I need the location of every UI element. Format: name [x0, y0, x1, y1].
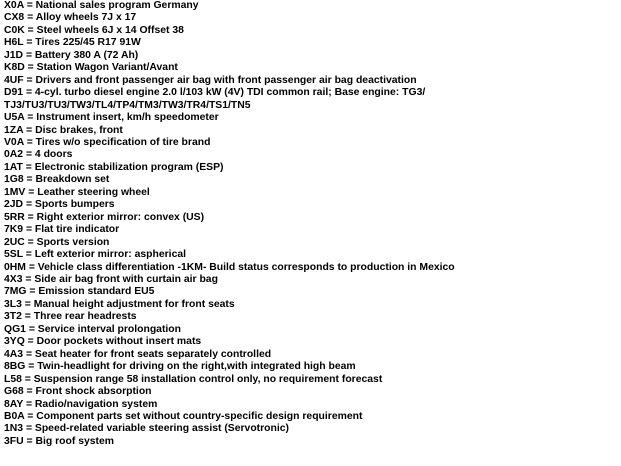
- option-line: [4, 299, 618, 311]
- option-line: [4, 187, 618, 199]
- option-line: [4, 411, 618, 423]
- option-description: Emission standard EU5: [38, 286, 155, 298]
- option-line: [4, 137, 618, 149]
- option-line: [4, 436, 618, 448]
- option-code: 4UF =: [4, 75, 35, 86]
- option-line: [4, 249, 618, 261]
- option-description: Right exterior mirror: convex (US): [36, 211, 205, 223]
- option-description: 4 doors: [34, 149, 73, 161]
- option-description: Three rear headrests: [33, 311, 137, 323]
- option-line: [4, 199, 618, 211]
- option-code: L58 =: [4, 374, 34, 385]
- option-code: B0A =: [4, 411, 36, 422]
- option-description: Alloy wheels 7J x 17: [35, 12, 137, 24]
- option-line: [4, 349, 618, 361]
- option-code: C0K =: [4, 25, 37, 36]
- option-code: H6L =: [4, 37, 35, 48]
- option-description: Sports bumpers: [34, 199, 115, 211]
- option-code: 4A3 =: [4, 349, 35, 360]
- option-description: Left exterior mirror: aspherical: [34, 249, 187, 261]
- option-description: Component parts set without country-specific design requirement: [36, 410, 363, 422]
- option-description: Door pockets without insert mats: [36, 336, 202, 348]
- option-line: [4, 112, 618, 124]
- option-code: K8D =: [4, 62, 37, 73]
- option-code: 3FU =: [4, 436, 35, 447]
- option-code: 0HM =: [4, 262, 38, 273]
- option-description: Speed-related variable steering assist (Servotronic): [34, 423, 289, 435]
- option-code: 7MG =: [4, 286, 38, 297]
- option-line: [4, 386, 618, 398]
- option-description: Tires w/o specification of tire brand: [35, 136, 211, 148]
- option-line: [4, 361, 618, 373]
- option-code: 2UC =: [4, 237, 37, 248]
- option-description: Flat tire indicator: [34, 224, 120, 236]
- option-code: 1MV =: [4, 187, 37, 198]
- option-code-list: [4, 0, 618, 448]
- option-code: 7K9 =: [4, 224, 35, 235]
- option-description: Steel wheels 6J x 14 Offset 38: [36, 24, 184, 36]
- option-description: Sports version: [36, 236, 110, 248]
- option-line: [4, 336, 618, 348]
- option-line: [4, 37, 618, 49]
- option-line: [4, 324, 618, 336]
- option-line: [4, 224, 618, 236]
- option-code: 1ZA =: [4, 125, 35, 136]
- option-line: [4, 399, 618, 411]
- option-code: G68 =: [4, 386, 35, 397]
- option-code: 5RR =: [4, 212, 37, 223]
- option-line: [4, 62, 618, 74]
- option-description: Disc brakes, front: [35, 124, 123, 136]
- option-description: Service interval prolongation: [37, 323, 181, 335]
- option-description: Big roof system: [35, 435, 115, 447]
- option-code: 8AY =: [4, 399, 35, 410]
- option-line: [4, 87, 618, 99]
- option-code: QG1 =: [4, 324, 38, 335]
- option-code: 1AT =: [4, 162, 35, 173]
- option-description: Tires 225/45 R17 91W: [35, 37, 141, 49]
- option-code: 1G8 =: [4, 174, 35, 185]
- option-code: V0A =: [4, 137, 36, 148]
- option-line: [4, 125, 618, 137]
- option-line: [4, 374, 618, 386]
- option-description: TJ3/TU3/TU3/TW3/TL4/TP4/TM3/TW3/TR4/TS1/TN5: [4, 99, 251, 111]
- option-code: 4X3 =: [4, 274, 34, 285]
- option-code: 8BG =: [4, 361, 37, 372]
- option-description: 4-cyl. turbo diesel engine 2.0 l/103 kW (4V) TDI common rail; Base engine: TG3/: [34, 87, 426, 99]
- option-code: 3YQ =: [4, 336, 37, 347]
- option-line: [4, 0, 618, 12]
- option-description: Side air bag front with curtain air bag: [34, 273, 218, 285]
- option-line: [4, 12, 618, 24]
- option-line: [4, 162, 618, 174]
- option-description: Station Wagon Variant/Avant: [36, 62, 178, 74]
- option-description: Suspension range 58 installation control only, no requirement forecast: [33, 373, 383, 385]
- option-line: [4, 262, 618, 274]
- option-code: X0A =: [4, 0, 36, 11]
- option-line: [4, 274, 618, 286]
- option-description: Electronic stabilization program (ESP): [34, 161, 224, 173]
- option-description: Instrument insert, km/h speedometer: [36, 112, 219, 124]
- option-code: 3T2 =: [4, 311, 34, 322]
- option-description: Front shock absorption: [35, 386, 152, 398]
- option-code: 5SL =: [4, 249, 35, 260]
- option-description: Drivers and front passenger air bag with front passenger air bag deactivation: [35, 74, 417, 86]
- option-description: Battery 380 A (72 Ah): [34, 49, 139, 61]
- option-code: CX8 =: [4, 12, 36, 23]
- option-code: D91 =: [4, 87, 35, 98]
- option-description: Twin-headlight for driving on the right,with integrated high beam: [37, 361, 356, 373]
- option-line: [4, 25, 618, 37]
- option-description: Radio/navigation system: [34, 398, 158, 410]
- option-description: Manual height adjustment for front seats: [33, 298, 235, 310]
- option-line: [4, 174, 618, 186]
- option-line: [4, 311, 618, 323]
- option-line: [4, 212, 618, 224]
- option-line: [4, 50, 618, 62]
- option-description: Vehicle class differentiation -1KM- Build status corresponds to production in Mexico: [37, 261, 455, 273]
- option-code: 0A2 =: [4, 149, 35, 160]
- option-code: 1N3 =: [4, 423, 35, 434]
- option-description: Leather steering wheel: [37, 186, 150, 198]
- option-line: [4, 237, 618, 249]
- option-code: U5A =: [4, 112, 36, 123]
- option-code: J1D =: [4, 50, 35, 61]
- option-description: National sales program Germany: [35, 0, 199, 11]
- option-code: 2JD =: [4, 199, 35, 210]
- option-description: Breakdown set: [35, 174, 110, 186]
- option-line: [4, 149, 618, 161]
- option-line: [4, 100, 618, 112]
- option-line: [4, 423, 618, 435]
- option-line: [4, 75, 618, 87]
- option-description: Seat heater for front seats separately controlled: [34, 348, 272, 360]
- option-code: 3L3 =: [4, 299, 34, 310]
- option-line: [4, 286, 618, 298]
